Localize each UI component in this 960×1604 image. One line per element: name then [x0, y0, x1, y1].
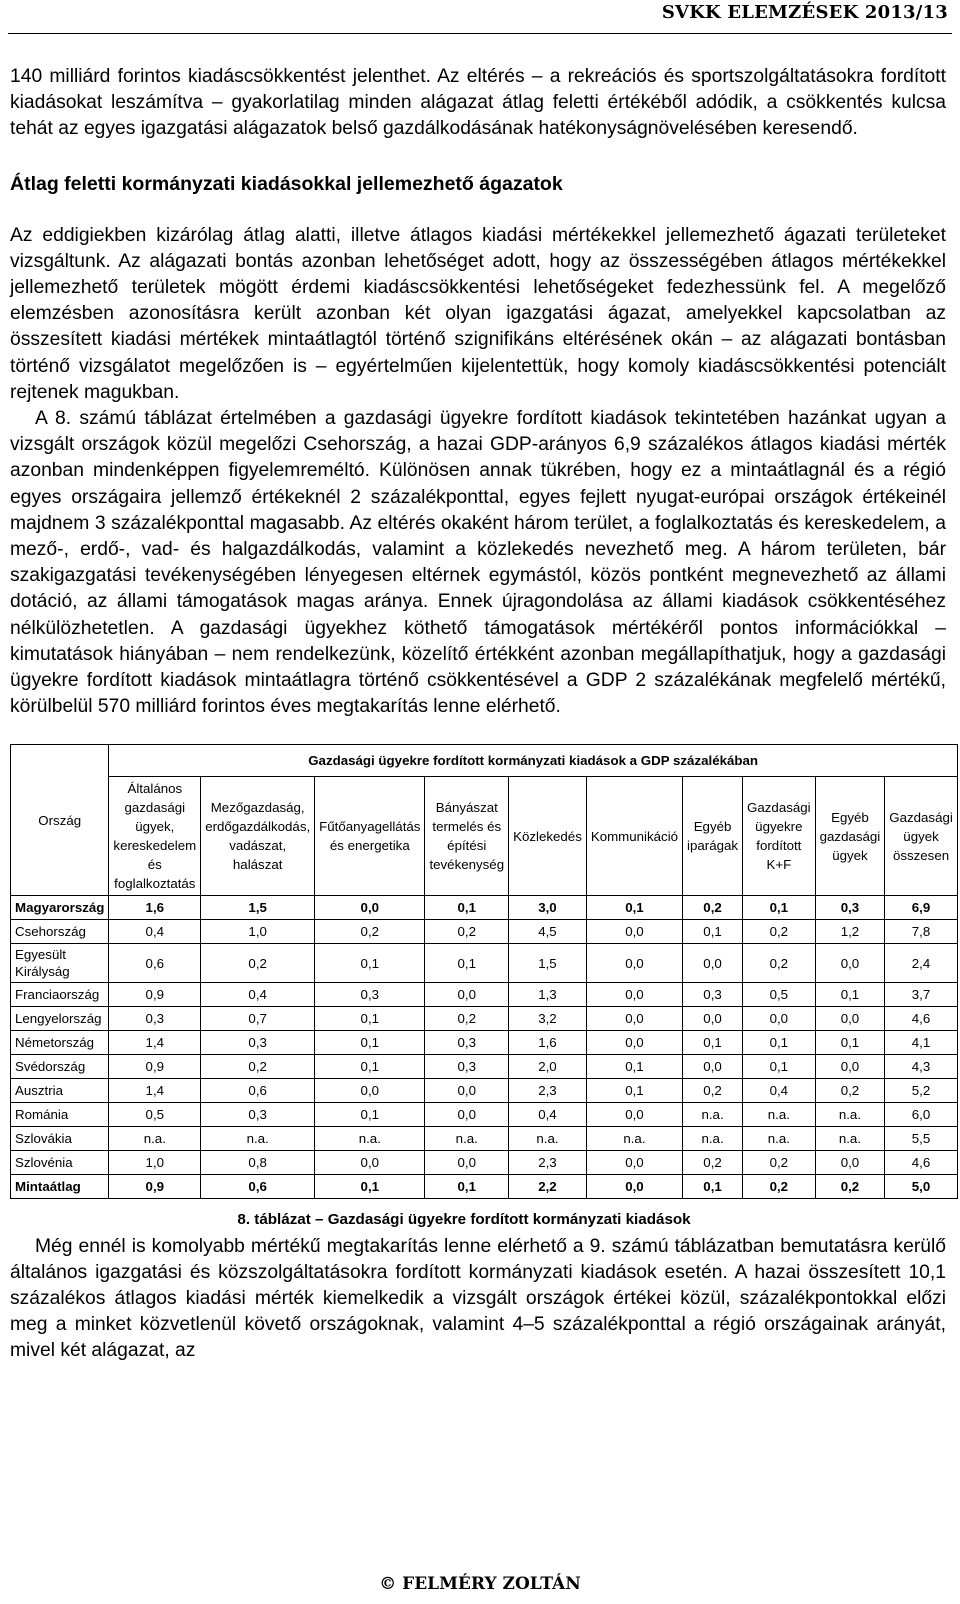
- value-cell: 1,4: [109, 1031, 201, 1055]
- value-cell: 0,6: [109, 944, 201, 983]
- country-cell: Lengyelország: [11, 1007, 109, 1031]
- value-cell: 0,1: [586, 1055, 682, 1079]
- value-cell: 0,0: [586, 983, 682, 1007]
- value-cell: 0,3: [425, 1031, 509, 1055]
- value-cell: 4,3: [885, 1055, 958, 1079]
- table-row: [11, 983, 958, 1007]
- value-cell: 4,6: [885, 1007, 958, 1031]
- value-cell: 0,9: [109, 1175, 201, 1199]
- page-footer: © FELMÉRY ZOLTÁN: [379, 1574, 581, 1594]
- value-cell: 0,1: [815, 1031, 885, 1055]
- value-cell: 0,1: [315, 1055, 425, 1079]
- value-cell: 2,3: [509, 1151, 587, 1175]
- value-cell: 3,2: [509, 1007, 587, 1031]
- economic-affairs-table: [10, 744, 958, 1199]
- value-cell: 1,2: [815, 920, 885, 944]
- value-cell: 0,2: [815, 1079, 885, 1103]
- table-row: [11, 1031, 958, 1055]
- value-cell: 1,3: [509, 983, 587, 1007]
- value-cell: n.a.: [315, 1127, 425, 1151]
- value-cell: n.a.: [201, 1127, 315, 1151]
- table-container: [10, 744, 953, 1233]
- value-cell: 7,8: [885, 920, 958, 944]
- value-cell: 0,8: [201, 1151, 315, 1175]
- value-cell: 0,2: [743, 920, 816, 944]
- value-cell: 0,3: [201, 1103, 315, 1127]
- col-header-communication: Kommunikáció: [586, 777, 682, 896]
- value-cell: 0,0: [425, 1151, 509, 1175]
- col-header-mining: Bányászat termelés és építési tevékenység: [425, 777, 509, 896]
- value-cell: 0,2: [815, 1175, 885, 1199]
- col-header-agriculture: Mezőgazdaság, erdőgazdálkodás, vadászat, halászat: [201, 777, 315, 896]
- table-row: [11, 1151, 958, 1175]
- value-cell: 5,5: [885, 1127, 958, 1151]
- col-header-general: Általános gazdasági ügyek, kereskedelem és foglalkoztatás: [109, 777, 201, 896]
- table-row: [11, 896, 958, 920]
- value-cell: 0,0: [586, 1103, 682, 1127]
- value-cell: 0,7: [201, 1007, 315, 1031]
- value-cell: 0,1: [425, 896, 509, 920]
- value-cell: 1,6: [509, 1031, 587, 1055]
- value-cell: 4,1: [885, 1031, 958, 1055]
- value-cell: 0,3: [201, 1031, 315, 1055]
- value-cell: 0,1: [586, 896, 682, 920]
- value-cell: 3,0: [509, 896, 587, 920]
- table-row: [11, 1055, 958, 1079]
- value-cell: 5,0: [885, 1175, 958, 1199]
- value-cell: 0,0: [586, 920, 682, 944]
- header-rule: [8, 33, 952, 34]
- country-cell: Franciaország: [11, 983, 109, 1007]
- value-cell: 0,0: [315, 1151, 425, 1175]
- value-cell: 0,1: [683, 920, 743, 944]
- table-caption: 8. táblázat – Gazdasági ügyekre fordított kormányzati kiadások: [237, 1211, 691, 1229]
- value-cell: 0,2: [683, 896, 743, 920]
- value-cell: 0,1: [683, 1031, 743, 1055]
- value-cell: 0,2: [743, 1175, 816, 1199]
- value-cell: 0,1: [425, 944, 509, 983]
- value-cell: 0,0: [586, 1031, 682, 1055]
- value-cell: 1,4: [109, 1079, 201, 1103]
- value-cell: 0,2: [683, 1151, 743, 1175]
- table-row: [11, 1103, 958, 1127]
- country-cell: Egyesült Királyság: [11, 944, 109, 983]
- value-cell: 4,6: [885, 1151, 958, 1175]
- value-cell: n.a.: [815, 1103, 885, 1127]
- value-cell: 0,0: [586, 1151, 682, 1175]
- value-cell: 0,1: [425, 1175, 509, 1199]
- value-cell: n.a.: [743, 1103, 816, 1127]
- value-cell: 0,1: [315, 944, 425, 983]
- value-cell: 0,3: [683, 983, 743, 1007]
- table-body: [11, 896, 958, 1199]
- value-cell: 3,7: [885, 983, 958, 1007]
- col-header-total: Gazdasági ügyek összesen: [885, 777, 958, 896]
- table-row: [11, 944, 958, 983]
- section-heading: Átlag feletti kormányzati kiadásokkal jellemezhető ágazatok: [10, 172, 563, 195]
- value-cell: 0,1: [815, 983, 885, 1007]
- table-row: [11, 1007, 958, 1031]
- page-content: [10, 64, 953, 1365]
- value-cell: 0,1: [315, 1103, 425, 1127]
- value-cell: 0,2: [201, 1055, 315, 1079]
- value-cell: 0,0: [683, 1007, 743, 1031]
- value-cell: 0,0: [425, 1103, 509, 1127]
- value-cell: 0,2: [683, 1079, 743, 1103]
- value-cell: 2,2: [509, 1175, 587, 1199]
- value-cell: 0,4: [743, 1079, 816, 1103]
- value-cell: n.a.: [683, 1127, 743, 1151]
- value-cell: 6,0: [885, 1103, 958, 1127]
- value-cell: 0,0: [743, 1007, 816, 1031]
- table-row: [11, 1079, 958, 1103]
- col-header-country: Ország: [11, 745, 109, 896]
- value-cell: 0,0: [815, 1055, 885, 1079]
- value-cell: 0,4: [509, 1103, 587, 1127]
- table-row: [11, 1175, 958, 1199]
- col-header-rnd: Gazdasági ügyekre fordított K+F: [743, 777, 816, 896]
- country-cell: Németország: [11, 1031, 109, 1055]
- value-cell: 0,1: [315, 1175, 425, 1199]
- col-header-other-industry: Egyéb iparágak: [683, 777, 743, 896]
- country-cell: Ausztria: [11, 1079, 109, 1103]
- value-cell: 0,4: [201, 983, 315, 1007]
- value-cell: 0,2: [425, 1007, 509, 1031]
- value-cell: n.a.: [586, 1127, 682, 1151]
- country-cell: Szlovénia: [11, 1151, 109, 1175]
- value-cell: 0,0: [425, 1079, 509, 1103]
- paragraph-intro: 140 milliárd forintos kiadáscsökkentést jelenthet. Az eltérés – a rekreációs és sportszolgáltatásokra fordított kiadásokat leszámítva – gyakorlatilag minden alágazat átlag feletti értékéből adódik, a csökkentés kulcsa tehát az egyes igazgatási alágazatok belső gazdálkodásának hatékonyságnövelésében keresendő.: [10, 66, 946, 140]
- value-cell: 0,0: [815, 944, 885, 983]
- value-cell: n.a.: [683, 1103, 743, 1127]
- value-cell: 0,0: [315, 1079, 425, 1103]
- country-cell: Románia: [11, 1103, 109, 1127]
- value-cell: 0,0: [815, 1151, 885, 1175]
- value-cell: 0,0: [586, 1175, 682, 1199]
- value-cell: 0,1: [683, 1175, 743, 1199]
- value-cell: n.a.: [109, 1127, 201, 1151]
- value-cell: 2,0: [509, 1055, 587, 1079]
- value-cell: 0,0: [586, 1007, 682, 1031]
- value-cell: 0,0: [586, 944, 682, 983]
- col-header-energy: Fűtőanyagellátás és energetika: [315, 777, 425, 896]
- value-cell: 0,1: [315, 1007, 425, 1031]
- value-cell: 0,5: [743, 983, 816, 1007]
- value-cell: 1,0: [109, 1151, 201, 1175]
- value-cell: 0,1: [743, 896, 816, 920]
- value-cell: 0,1: [743, 1031, 816, 1055]
- value-cell: 0,2: [743, 1151, 816, 1175]
- value-cell: 2,4: [885, 944, 958, 983]
- value-cell: 1,0: [201, 920, 315, 944]
- value-cell: n.a.: [743, 1127, 816, 1151]
- value-cell: 0,2: [743, 944, 816, 983]
- paragraph-3: A 8. számú táblázat értelmében a gazdasági ügyekre fordított kiadások tekintetében hazánkat ugyan a vizsgált országok közül megelőzi Csehország, a hazai GDP-arányos 6,9 százalékos átlagos kiadási mérték azonban mindenképpen figyelemreméltó. Különösen annak tükrében, hogy ez a mintaátlagnál és a régió egyes országaira jellemző értékeknél 2 százalékponttal, egyes fejlett nyugat-európai országok értékeinél majdnem 3 százalékponttal magasabb. Az eltérés okaként három terület, a foglalkoztatás és kereskedelem, a mező-, erdő-, vad- és halgazdálkodás, valamint a közlekedés nevezhető meg. A három területen, bár szakigazgatási tevékenységében lényegesen eltérnek egymástól, közös pontként megnevezhető az állami dotáció, az állami támogatások magas aránya. Ennek újragondolása az állami kiadások csökkentéséhez nélkülözhetetlen. A gazdasági ügyekhez köthető támogatások mértékéről pontos információkkal – kimutatások hiányában – nem rendelkezünk, közelítő értékként azonban megállapíthatjuk, hogy a gazdasági ügyekre fordított kiadások mintaátlagra történő csökkentésével a GDP 2 százalékának megfelelő mértékű, körülbelül 570 milliárd forintos éves megtakarítás lenne elérhető.: [10, 408, 946, 718]
- value-cell: 1,5: [201, 896, 315, 920]
- value-cell: 0,0: [315, 896, 425, 920]
- col-header-other-affairs: Egyéb gazdasági ügyek: [815, 777, 885, 896]
- value-cell: 5,2: [885, 1079, 958, 1103]
- value-cell: 0,2: [315, 920, 425, 944]
- value-cell: 0,0: [815, 1007, 885, 1031]
- value-cell: 2,3: [509, 1079, 587, 1103]
- value-cell: 1,6: [109, 896, 201, 920]
- value-cell: n.a.: [509, 1127, 587, 1151]
- value-cell: 0,3: [315, 983, 425, 1007]
- value-cell: n.a.: [425, 1127, 509, 1151]
- value-cell: 0,0: [683, 1055, 743, 1079]
- country-cell: Szlovákia: [11, 1127, 109, 1151]
- value-cell: 0,9: [109, 983, 201, 1007]
- country-cell: Svédország: [11, 1055, 109, 1079]
- value-cell: 1,5: [509, 944, 587, 983]
- col-header-transport: Közlekedés: [509, 777, 587, 896]
- paragraph-4: Még ennél is komolyabb mértékű megtakarítás lenne elérhető a 9. számú táblázatban bemutatásra kerülő általános igazgatási és közszolgáltatásokra fordított kormányzati kiadások esetén. A hazai összesített 10,1 százalékos átlagos kiadási mérték kiemelkedik a vizsgált országok értékei közül, százalékpontokkal előzi meg a minket közvetlenül követő országoknak, valamint 4–5 százalékponttal a régió országainak arányát, mivel két alágazat, az: [10, 1235, 946, 1362]
- value-cell: 0,1: [315, 1031, 425, 1055]
- country-cell: Magyarország: [11, 896, 109, 920]
- paragraph-2: Az eddigiekben kizárólag átlag alatti, illetve átlagos kiadási mértékekkel jellemezhető ágazati területeket vizsgáltunk. Az alágazati bontás azonban lehetőséget adott, hogy az összességében átlagos mértékekkel jellemezhető területek mögött érdemi kiadáscsökkentési lehetőségeket fedezhessünk fel. A megelőző elemzésben azonosításra került azonban két olyan igazgatási ágazat, amelyekkel kapcsolatban az összesített kiadási mértékek mintaátlagtól történő szignifikáns eltérésének okán – az alágazati bontásban történő vizsgálatot megelőzően is – egyértelműen kijelentettük, hogy komoly kiadáscsökkentési potenciált rejtenek magukban.: [10, 224, 946, 403]
- value-cell: 0,1: [743, 1055, 816, 1079]
- running-header: SVKK ELEMZÉSEK 2013/13: [661, 2, 948, 23]
- value-cell: 0,4: [109, 920, 201, 944]
- value-cell: 0,2: [201, 944, 315, 983]
- value-cell: 0,6: [201, 1079, 315, 1103]
- value-cell: 0,9: [109, 1055, 201, 1079]
- value-cell: 0,3: [425, 1055, 509, 1079]
- table-row: [11, 1127, 958, 1151]
- country-cell: Csehország: [11, 920, 109, 944]
- value-cell: 6,9: [885, 896, 958, 920]
- value-cell: 0,5: [109, 1103, 201, 1127]
- country-cell: Mintaátlag: [11, 1175, 109, 1199]
- value-cell: n.a.: [815, 1127, 885, 1151]
- value-cell: 0,3: [109, 1007, 201, 1031]
- value-cell: 0,0: [425, 983, 509, 1007]
- group-header: Gazdasági ügyekre fordított kormányzati kiadások a GDP százalékában: [109, 745, 957, 777]
- value-cell: 4,5: [509, 920, 587, 944]
- value-cell: 0,3: [815, 896, 885, 920]
- value-cell: 0,2: [425, 920, 509, 944]
- value-cell: 0,6: [201, 1175, 315, 1199]
- value-cell: 0,1: [586, 1079, 682, 1103]
- table-row: [11, 920, 958, 944]
- value-cell: 0,0: [683, 944, 743, 983]
